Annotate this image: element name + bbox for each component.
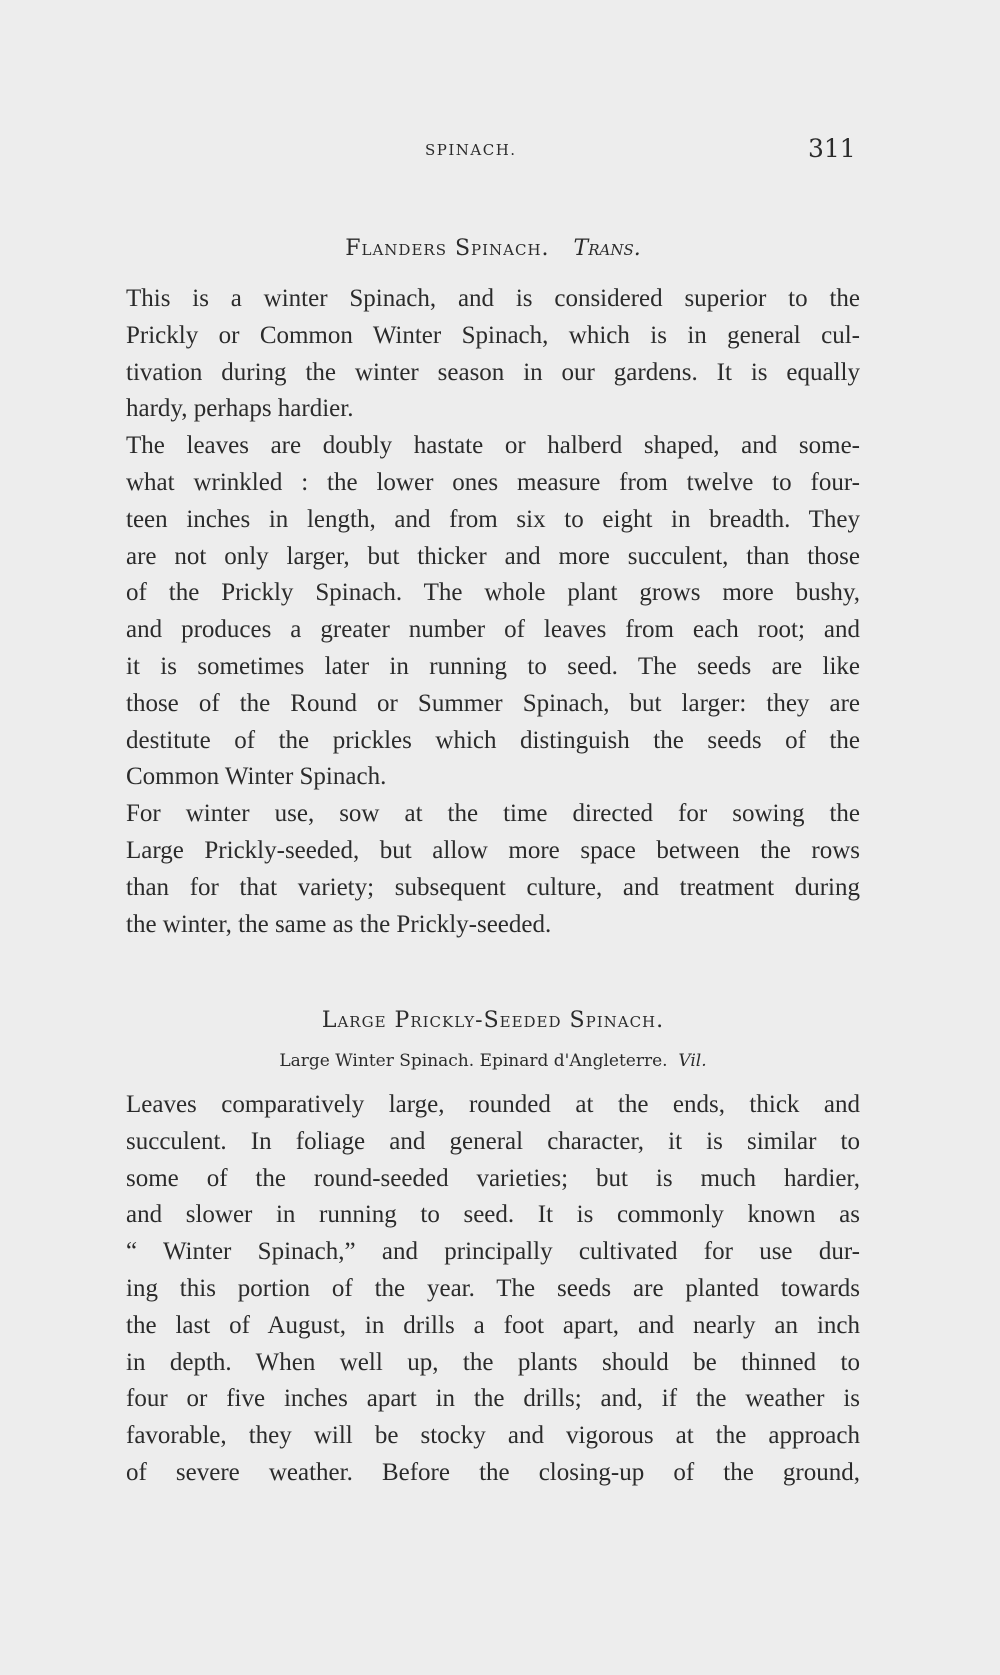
paragraph [126, 281, 860, 428]
text-line: some of the round-seeded varieties; but is much hardier, [126, 1164, 860, 1192]
section-body-flanders [126, 281, 860, 943]
section-title-large-prickly [126, 1008, 860, 1033]
text-line: “ Winter Spinach,” and principally cultivated for use dur- [126, 1238, 860, 1266]
text-line: it is sometimes later in running to seed. The seeds are like [126, 652, 860, 680]
section-title-text: Flanders Spinach. [345, 236, 550, 261]
text-line: The leaves are doubly hastate or halberd shaped, and some- [126, 432, 860, 460]
text-line: tivation during the winter season in our gardens. It is equally [126, 358, 860, 386]
text-line: succulent. In foliage and general character, it is similar to [126, 1127, 860, 1155]
text-line: Prickly or Common Winter Spinach, which is in general cul- [126, 321, 860, 349]
section-title-authority: Trans. [573, 236, 641, 261]
text-line: and produces a greater number of leaves from each root; and [126, 616, 860, 644]
paragraph [126, 796, 860, 943]
text-line: the winter, the same as the Prickly-seeded. [126, 910, 552, 938]
text-line: destitute of the prickles which distinguish the seeds of the [126, 726, 860, 754]
paragraph [126, 428, 860, 796]
text-line: Large Prickly-seeded, but allow more space between the rows [126, 836, 860, 864]
synonyms-authority: Vil. [678, 1051, 707, 1071]
text-line: Leaves comparatively large, rounded at the ends, thick and [126, 1091, 860, 1118]
text-line: what wrinkled : the lower ones measure from twelve to four- [126, 468, 860, 496]
text-line: Common Winter Spinach. [126, 763, 387, 791]
paragraph [126, 1087, 860, 1492]
text-line: of the Prickly Spinach. The whole plant grows more bushy, [126, 579, 860, 607]
text-line: four or five inches apart in the drills; and, if the weather is [126, 1385, 860, 1413]
text-line: favorable, they will be stocky and vigorous at the approach [126, 1422, 860, 1450]
section-title-text: Large Prickly-Seeded Spinach. [321, 1008, 665, 1033]
page-number: 311 [808, 134, 856, 163]
text-line: the last of August, in drills a foot apart, and nearly an inch [126, 1311, 860, 1339]
synonyms-text: Large Winter Spinach. Epinard d'Angleterre. [279, 1051, 668, 1071]
text-line: teen inches in length, and from six to eight in breadth. They [126, 505, 860, 533]
section-title-flanders [126, 236, 860, 261]
text-line: This is a winter Spinach, and is considered superior to the [126, 285, 860, 312]
text-line: are not only larger, but thicker and more succulent, than those [126, 542, 860, 570]
text-line: those of the Round or Summer Spinach, but larger: they are [126, 689, 860, 717]
running-head: SPINACH. [425, 141, 517, 159]
text-line: in depth. When well up, the plants should be thinned to [126, 1348, 860, 1376]
text-line: hardy, perhaps hardier. [126, 395, 354, 423]
text-line: of severe weather. Before the closing-up of the ground, [126, 1458, 860, 1486]
text-line: than for that variety; subsequent culture, and treatment during [126, 873, 860, 901]
section-synonyms [126, 1051, 860, 1071]
text-line: ing this portion of the year. The seeds are planted towards [126, 1274, 860, 1302]
section-body-large-prickly [126, 1087, 860, 1492]
text-line: For winter use, sow at the time directed for sowing the [126, 800, 860, 828]
text-line: and slower in running to seed. It is commonly known as [126, 1201, 860, 1229]
